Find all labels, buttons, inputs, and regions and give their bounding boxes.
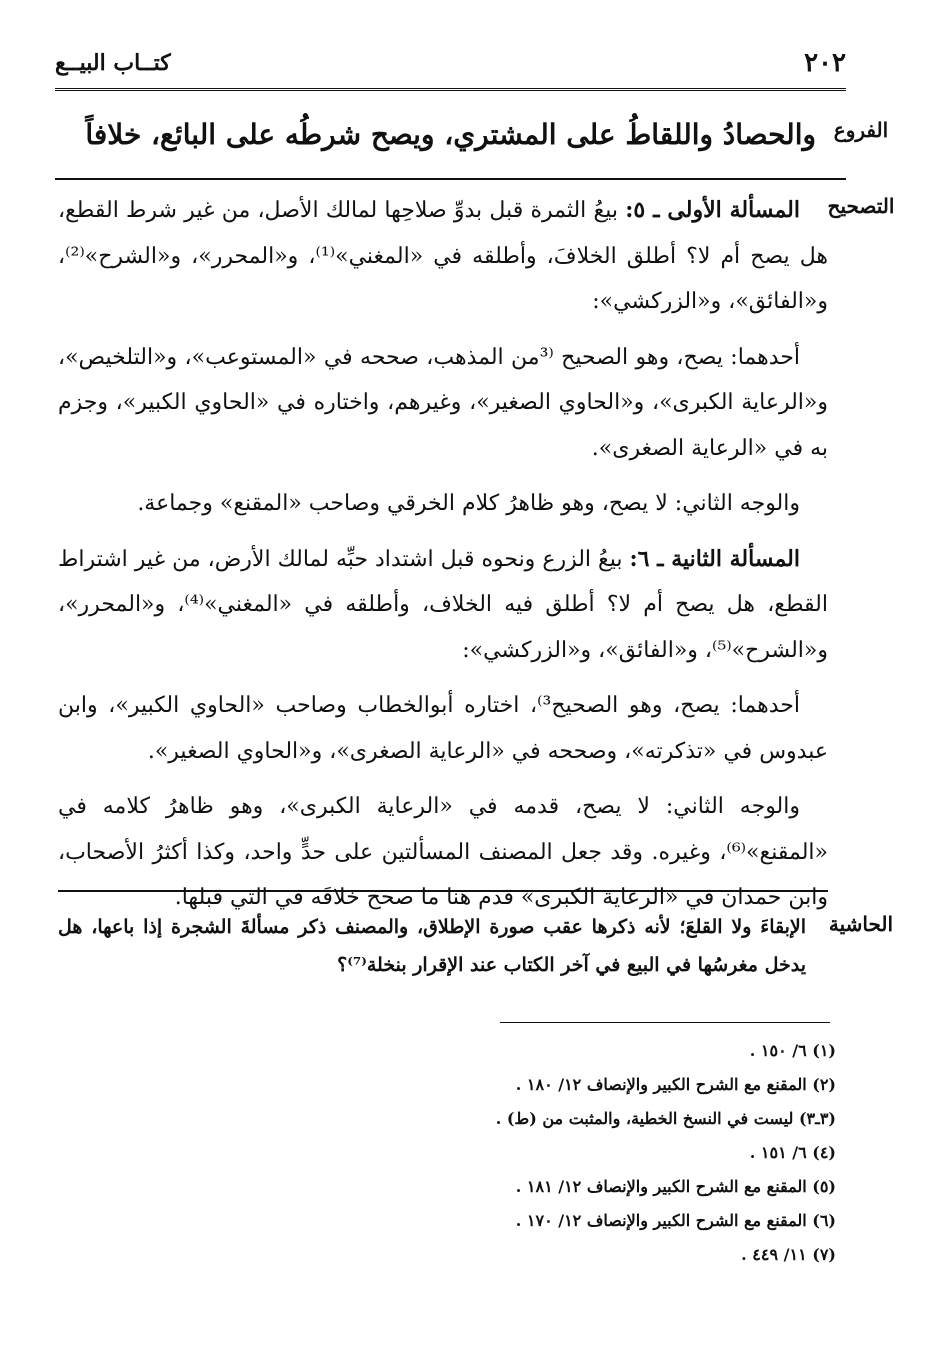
footnote-6: (٦) المقنع مع الشرح الكبير والإنصاف ١٢/ ١٧٠ . (515, 1211, 836, 1230)
footnote-4: (٤) ٦/ ١٥١ . (749, 1143, 836, 1162)
tashih-paragraph-5: أحدهما: يصح، وهو الصحيح³⁾، اختاره أبوالخطاب وصاحب «الحاوي الكبير»، وابن عبدوس في «تذكرته»، وصححه في «الرعاية الصغرى»، و«الحاوي الصغير». (58, 693, 828, 764)
footnote-7: (٧) ١١/ ٤٤٩ . (741, 1245, 836, 1264)
tashih-paragraph-2: أحدهما: يصح، وهو الصحيح ⁽³من المذهب، صححه في «المستوعب»، و«التلخيص»، و«الرعاية الكبرى»، و«الحاوي الصغير»، وغيرهم، واختاره في «الحاوي الكبير»، وجزم به في «الرعاية الصغرى». (58, 344, 828, 461)
hashiya-text: الإبقاءَ ولا القلعَ؛ لأنه ذكرها عقب صورة الإطلاق، والمصنف ذكر مسألةَ الشجرة إذا باعها، هل يدخل مغرسُها في البيع في آخر الكتاب عند الإقرار بنخلة⁽⁷⁾؟ (58, 916, 806, 976)
footnote-3: (٣ـ٣) ليست في النسخ الخطية، والمثبت من (ط) . (495, 1109, 836, 1128)
label-tashih: التصحيح (827, 194, 895, 218)
footnote-2: (٢) المقنع مع الشرح الكبير والإنصاف ١٢/ ١٨٠ . (515, 1075, 836, 1094)
label-furu: الفروع (833, 118, 889, 142)
issue-text-2: بيعُ الزرع ونحوه قبل اشتداد حبِّه لمالك الأرض، من غير اشتراط القطع، هل يصح أم لا؟ أطلق فيه الخلاف، وأطلقه في «المغني»⁽⁴⁾، و«المحرر»، و«الشرح»⁽⁵⁾، و«الفائق»، و«الزركشي»: (58, 546, 828, 663)
footnote-1: (١) ٦/ ١٥٠ . (749, 1041, 836, 1060)
book-title: كتــاب البيــع (55, 50, 171, 76)
footnotes (58, 1034, 836, 1272)
tashih-paragraph-3: والوجه الثاني: لا يصح، وهو ظاهرُ كلام الخرقي وصاحب «المقنع» وجماعة. (137, 491, 800, 516)
issue-text-1: بيعُ الثمرة قبل بدوِّ صلاحِها لمالك الأصل، من غير شرط القطع، هل يصح أم لا؟ أطلق الخلافَ، وأطلقه في «المغني»⁽¹⁾، و«المحرر»، و«الشرح»⁽²⁾، و«الفائق»، و«الزركشي»: (58, 198, 828, 314)
tashih-paragraph-1 (58, 188, 828, 325)
section-rule (55, 178, 846, 180)
tashih-section (58, 188, 828, 931)
label-hashiya: الحاشية (828, 912, 894, 936)
furu-text: والحصادُ واللقاطُ على المشتري، ويصح شرطُه على البائع، خلافاً (85, 118, 816, 151)
issue-heading-1: المسألة الأولى ـ ٥: (625, 197, 800, 223)
issue-heading-2: المسألة الثانية ـ ٦: (629, 545, 800, 572)
footnote-5: (٥) المقنع مع الشرح الكبير والإنصاف ١٢/ ١٨١ . (515, 1177, 836, 1196)
tashih-paragraph-6: والوجه الثاني: لا يصح، قدمه في «الرعاية الكبرى»، وهو ظاهرُ كلامه في «المقنع»⁽⁶⁾، وغيره. وقد جعل المصنف المسألتين على حدٍّ واحد، وكذا أكثرُ الأصحاب، وابن حمدان في «الرعاية الكبرى» قدم هنا ما صحح خلافَه في التي قبلها. (58, 794, 828, 910)
footnote-rule (500, 1022, 830, 1023)
running-head (55, 48, 846, 88)
hashiya-rule (58, 890, 828, 892)
header-rule (55, 88, 846, 94)
page-number: ٢٠٢ (804, 48, 846, 78)
tashih-paragraph-4 (58, 537, 828, 674)
